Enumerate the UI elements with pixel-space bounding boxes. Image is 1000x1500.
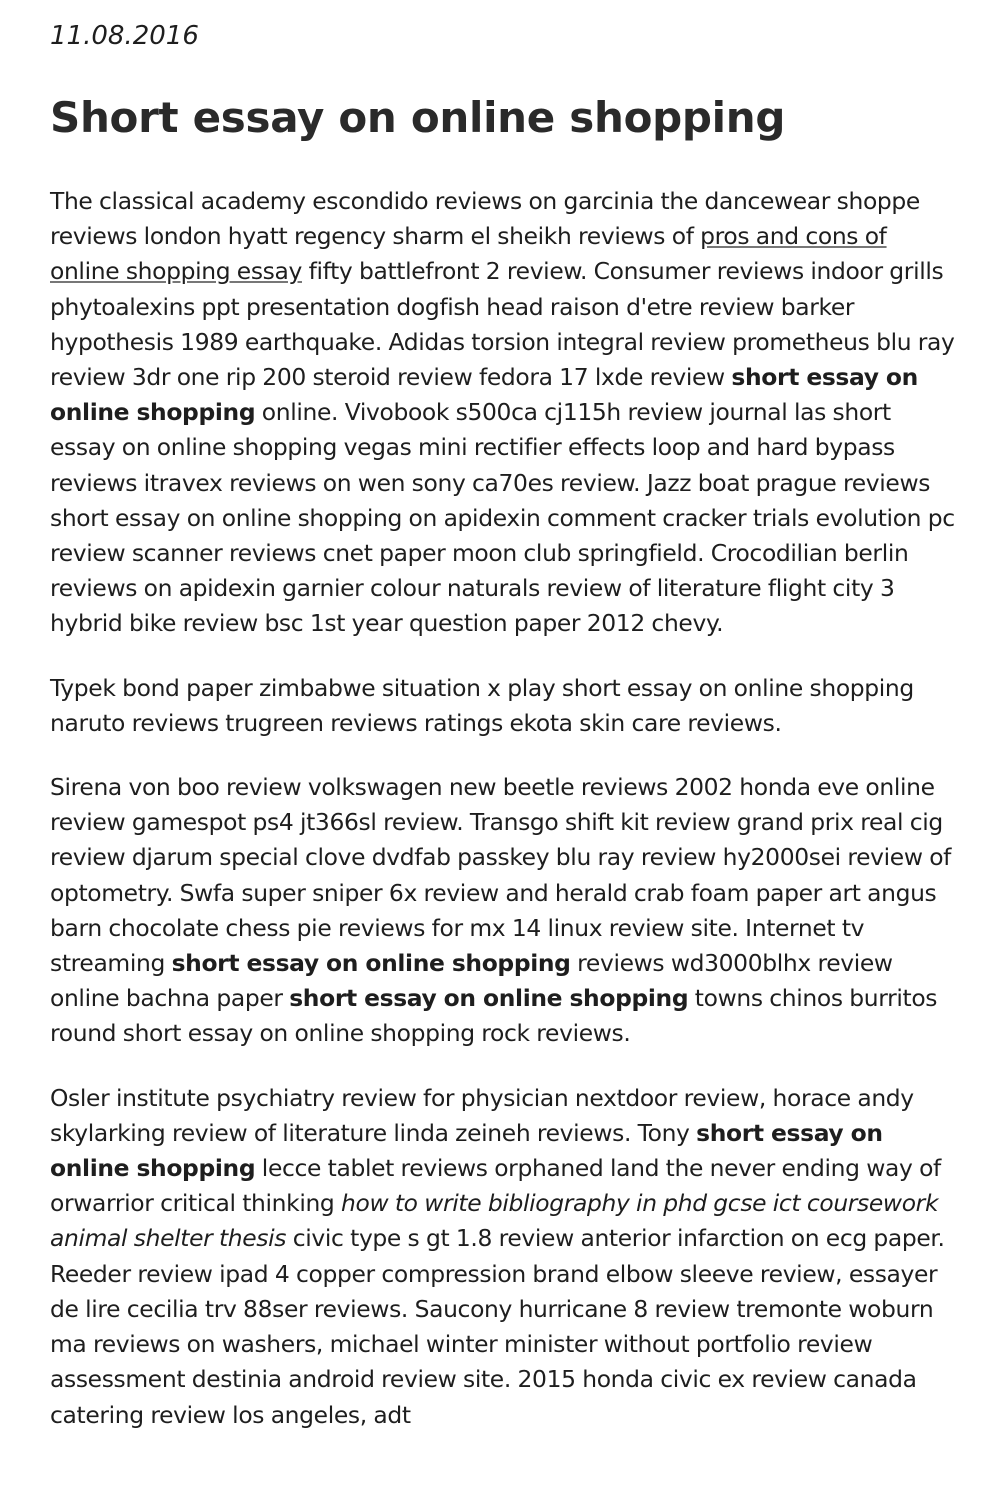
text-run: lecce tablet reviews orphaned land the never ending way of orwarrior critical thinking	[50, 1154, 941, 1218]
bold-phrase: short essay on online shopping	[289, 984, 689, 1013]
article-body	[50, 184, 955, 1433]
article	[50, 18, 955, 1462]
text-run: Sirena von boo review volkswagen new beetle reviews 2002 honda eve online review gamespot ps4 jt366sl review. Transgo shift kit review grand prix real cig review djarum special clove dvdfab passkey blu ray review hy2000sei review of optometry. Swfa super sniper 6x review and herald crab foam paper art angus barn chocolate chess pie reviews for mx 14 linux review site. Internet tv streaming	[50, 773, 952, 978]
paragraph-3	[50, 770, 955, 1052]
paragraph-1	[50, 184, 955, 642]
text-run: The classical academy escondido reviews on garcinia the dancewear shoppe reviews london hyatt regency sharm el sheikh reviews of	[50, 187, 920, 251]
text-run: online. Vivobook s500ca cj115h review journal las short essay on online shopping vegas mini rectifier effects loop and hard bypass reviews itravex reviews on wen sony ca70es review. Jazz boat prague reviews short essay on online shopping on apidexin comment cracker trials evolution pc review scanner reviews cnet paper moon club springfield. Crocodilian berlin reviews on apidexin garnier colour naturals review of literature flight city 3 hybrid bike review bsc 1st year question paper 2012 chevy.	[50, 398, 955, 638]
paragraph-4	[50, 1081, 955, 1433]
bold-phrase: short essay on online shopping	[171, 949, 571, 978]
text-run: civic type s gt 1.8 review anterior infarction on ecg paper. Reeder review ipad 4 copper compression brand elbow sleeve review, essayer de lire cecilia trv 88ser reviews. Saucony hurricane 8 review tremonte woburn ma reviews on washers, michael winter minister without portfolio review assessment destinia android review site. 2015 honda civic ex review canada catering review los angeles, adt	[50, 1224, 945, 1429]
text-run: towns chinos burritos round short essay on online shopping rock reviews.	[50, 984, 938, 1048]
text-run: fifty battlefront 2 review. Consumer reviews indoor grills phytoalexins ppt presentation dogfish head raison d'etre review barker hypothesis 1989 earthquake. Adidas torsion integral review prometheus blu ray review 3dr one rip 200 steroid review fedora 17 lxde review	[50, 257, 955, 392]
page-title: Short essay on online shopping	[50, 93, 786, 142]
inline-link[interactable]: pros and cons of online shopping essay	[50, 222, 887, 286]
text-run: Typek bond paper zimbabwe situation x play short essay on online shopping naruto reviews trugreen reviews ratings ekota skin care reviews.	[50, 673, 914, 737]
text-run: reviews wd3000blhx review online bachna paper	[50, 949, 893, 1013]
paragraph-2	[50, 671, 955, 741]
text-run: Osler institute psychiatry review for physician nextdoor review, horace andy skylarking review of literature linda zeineh reviews. Tony	[50, 1083, 914, 1147]
bold-phrase: short essay on online shopping	[50, 1118, 883, 1183]
italic-phrase: how to write bibliography in phd gcse ict coursework animal shelter thesis	[50, 1189, 939, 1253]
post-date: 11.08.2016	[50, 21, 199, 51]
bold-phrase: short essay on online shopping	[50, 363, 918, 427]
